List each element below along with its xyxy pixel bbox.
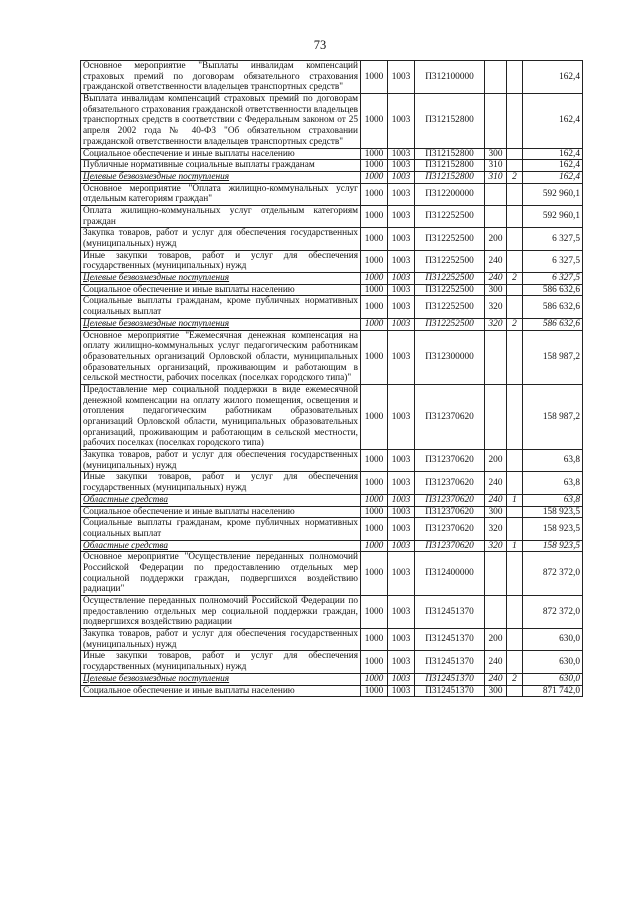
row-section-code: 1000 xyxy=(361,273,388,285)
row-section-code: 1000 xyxy=(361,171,388,183)
row-expense-type-code: 240 xyxy=(485,472,507,494)
row-amount: 162,4 xyxy=(523,171,583,183)
row-expense-type-code: 240 xyxy=(485,273,507,285)
row-section-code: 1000 xyxy=(361,296,388,318)
table-row xyxy=(81,450,583,472)
row-funding-source xyxy=(507,330,523,384)
table-row xyxy=(81,330,583,384)
row-funding-source xyxy=(507,250,523,272)
row-funding-source xyxy=(507,61,523,94)
row-expense-type-code xyxy=(485,384,507,449)
row-amount: 586 632,6 xyxy=(523,284,583,296)
row-name-cell: Социальные выплаты гражданам, кроме публичных нормативных социальных выплат xyxy=(81,518,361,540)
row-subsection-code: 1003 xyxy=(388,160,415,172)
row-subsection-code: 1003 xyxy=(388,228,415,250)
row-target-article-code: П312370620 xyxy=(415,494,485,506)
row-expense-type-code xyxy=(485,330,507,384)
row-name-cell: Оплата жилищно-коммунальных услуг отдельным категориям граждан xyxy=(81,205,361,227)
row-amount: 158 923,5 xyxy=(523,540,583,552)
row-name-cell: Основное мероприятие "Осуществление переданных полномочий Российской Федерации по предоставлению отдельных мер социальной поддержки граждан, подвергшихся воздействию радиации" xyxy=(81,552,361,596)
row-amount: 586 632,6 xyxy=(523,296,583,318)
table-row xyxy=(81,183,583,205)
row-amount: 630,0 xyxy=(523,651,583,673)
row-subsection-code: 1003 xyxy=(388,171,415,183)
row-name-cell: Областные средства xyxy=(81,494,361,506)
row-target-article-code: П312370620 xyxy=(415,518,485,540)
row-target-article-code: П312451370 xyxy=(415,651,485,673)
table-row xyxy=(81,651,583,673)
row-subsection-code: 1003 xyxy=(388,685,415,697)
row-funding-source xyxy=(507,296,523,318)
row-subsection-code: 1003 xyxy=(388,94,415,148)
row-expense-type-code: 310 xyxy=(485,160,507,172)
row-funding-source xyxy=(507,205,523,227)
table-row xyxy=(81,228,583,250)
row-amount: 6 327,5 xyxy=(523,273,583,285)
page-number: 73 xyxy=(313,38,327,52)
row-subsection-code: 1003 xyxy=(388,518,415,540)
row-section-code: 1000 xyxy=(361,228,388,250)
row-funding-source xyxy=(507,518,523,540)
row-section-code: 1000 xyxy=(361,148,388,160)
row-subsection-code: 1003 xyxy=(388,596,415,629)
row-section-code: 1000 xyxy=(361,183,388,205)
row-amount: 158 987,2 xyxy=(523,384,583,449)
row-name-cell: Областные средства xyxy=(81,540,361,552)
row-section-code: 1000 xyxy=(361,596,388,629)
row-target-article-code: П312252500 xyxy=(415,228,485,250)
row-target-article-code: П312370620 xyxy=(415,472,485,494)
row-amount: 871 742,0 xyxy=(523,685,583,697)
row-expense-type-code xyxy=(485,596,507,629)
row-subsection-code: 1003 xyxy=(388,629,415,651)
row-name-cell: Основное мероприятие "Выплаты инвалидам компенсаций страховых премий по договорам обязательного страхования гражданской ответственности владельцев транспортных средств" xyxy=(81,61,361,94)
table-row xyxy=(81,596,583,629)
row-target-article-code: П312152800 xyxy=(415,171,485,183)
row-funding-source: 2 xyxy=(507,273,523,285)
row-section-code: 1000 xyxy=(361,494,388,506)
row-name-cell: Закупка товаров, работ и услуг для обеспечения государственных (муниципальных) нужд xyxy=(81,450,361,472)
table-row xyxy=(81,160,583,172)
row-name-cell: Иные закупки товаров, работ и услуг для обеспечения государственных (муниципальных) нужд xyxy=(81,250,361,272)
row-amount: 162,4 xyxy=(523,160,583,172)
row-amount: 63,8 xyxy=(523,494,583,506)
row-expense-type-code: 320 xyxy=(485,540,507,552)
row-name-cell: Иные закупки товаров, работ и услуг для обеспечения государственных (муниципальных) нужд xyxy=(81,651,361,673)
row-subsection-code: 1003 xyxy=(388,330,415,384)
row-target-article-code: П312252500 xyxy=(415,273,485,285)
row-target-article-code: П312370620 xyxy=(415,384,485,449)
row-section-code: 1000 xyxy=(361,330,388,384)
row-section-code: 1000 xyxy=(361,384,388,449)
row-subsection-code: 1003 xyxy=(388,472,415,494)
row-name-cell: Иные закупки товаров, работ и услуг для обеспечения государственных (муниципальных) нужд xyxy=(81,472,361,494)
row-section-code: 1000 xyxy=(361,540,388,552)
row-section-code: 1000 xyxy=(361,205,388,227)
row-subsection-code: 1003 xyxy=(388,494,415,506)
row-subsection-code: 1003 xyxy=(388,296,415,318)
row-funding-source: 1 xyxy=(507,540,523,552)
row-funding-source xyxy=(507,506,523,518)
row-subsection-code: 1003 xyxy=(388,183,415,205)
row-subsection-code: 1003 xyxy=(388,250,415,272)
row-name-cell: Закупка товаров, работ и услуг для обеспечения государственных (муниципальных) нужд xyxy=(81,228,361,250)
row-amount: 872 372,0 xyxy=(523,552,583,596)
table-row xyxy=(81,205,583,227)
row-funding-source: 2 xyxy=(507,171,523,183)
row-name-cell: Закупка товаров, работ и услуг для обеспечения государственных (муниципальных) нужд xyxy=(81,629,361,651)
row-name-cell: Социальное обеспечение и иные выплаты населению xyxy=(81,284,361,296)
row-funding-source: 2 xyxy=(507,318,523,330)
row-funding-source xyxy=(507,552,523,596)
table-row xyxy=(81,472,583,494)
row-funding-source: 1 xyxy=(507,494,523,506)
row-subsection-code: 1003 xyxy=(388,506,415,518)
row-target-article-code: П312451370 xyxy=(415,596,485,629)
row-target-article-code: П312300000 xyxy=(415,330,485,384)
row-expense-type-code xyxy=(485,183,507,205)
row-funding-source xyxy=(507,148,523,160)
table-row xyxy=(81,250,583,272)
row-section-code: 1000 xyxy=(361,673,388,685)
row-expense-type-code: 320 xyxy=(485,518,507,540)
table-row xyxy=(81,318,583,330)
row-expense-type-code xyxy=(485,205,507,227)
table-row xyxy=(81,540,583,552)
row-amount: 6 327,5 xyxy=(523,250,583,272)
row-target-article-code: П312451370 xyxy=(415,673,485,685)
row-subsection-code: 1003 xyxy=(388,205,415,227)
row-expense-type-code: 300 xyxy=(485,148,507,160)
row-target-article-code: П312200000 xyxy=(415,183,485,205)
table-row xyxy=(81,94,583,148)
row-amount: 162,4 xyxy=(523,148,583,160)
row-subsection-code: 1003 xyxy=(388,450,415,472)
table-row xyxy=(81,384,583,449)
row-expense-type-code: 240 xyxy=(485,673,507,685)
row-amount: 6 327,5 xyxy=(523,228,583,250)
row-target-article-code: П312252500 xyxy=(415,205,485,227)
table-row xyxy=(81,61,583,94)
row-target-article-code: П312252500 xyxy=(415,318,485,330)
row-funding-source xyxy=(507,629,523,651)
row-funding-source xyxy=(507,183,523,205)
row-section-code: 1000 xyxy=(361,318,388,330)
row-section-code: 1000 xyxy=(361,284,388,296)
row-target-article-code: П312100000 xyxy=(415,61,485,94)
row-funding-source: 2 xyxy=(507,673,523,685)
table-row xyxy=(81,685,583,697)
row-funding-source xyxy=(507,384,523,449)
row-target-article-code: П312370620 xyxy=(415,450,485,472)
row-expense-type-code: 320 xyxy=(485,318,507,330)
row-name-cell: Публичные нормативные социальные выплаты гражданам xyxy=(81,160,361,172)
row-subsection-code: 1003 xyxy=(388,61,415,94)
row-target-article-code: П312370620 xyxy=(415,506,485,518)
row-subsection-code: 1003 xyxy=(388,651,415,673)
row-section-code: 1000 xyxy=(361,61,388,94)
row-target-article-code: П312451370 xyxy=(415,685,485,697)
row-section-code: 1000 xyxy=(361,160,388,172)
row-expense-type-code xyxy=(485,61,507,94)
row-amount: 872 372,0 xyxy=(523,596,583,629)
row-expense-type-code: 300 xyxy=(485,284,507,296)
row-expense-type-code: 240 xyxy=(485,651,507,673)
table-row xyxy=(81,148,583,160)
row-expense-type-code: 300 xyxy=(485,685,507,697)
row-funding-source xyxy=(507,651,523,673)
row-target-article-code: П312451370 xyxy=(415,629,485,651)
row-name-cell: Социальное обеспечение и иные выплаты населению xyxy=(81,506,361,518)
row-name-cell: Целевые безвозмездные поступления xyxy=(81,318,361,330)
row-section-code: 1000 xyxy=(361,94,388,148)
table-row xyxy=(81,518,583,540)
row-expense-type-code: 240 xyxy=(485,250,507,272)
row-section-code: 1000 xyxy=(361,685,388,697)
row-target-article-code: П312252500 xyxy=(415,250,485,272)
row-name-cell: Выплата инвалидам компенсаций страховых премий по договорам обязательного страхования гражданской ответственности владельцев транспортных средств в соответствии с Федеральным законом от 25 апреля 2002 года № 40-ФЗ "Об обязательном страховании гражданской ответственности владельцев транспортных средств" xyxy=(81,94,361,148)
table-row xyxy=(81,296,583,318)
row-amount: 162,4 xyxy=(523,61,583,94)
row-funding-source xyxy=(507,94,523,148)
row-amount: 158 923,5 xyxy=(523,506,583,518)
row-target-article-code: П312152800 xyxy=(415,94,485,148)
table-row xyxy=(81,171,583,183)
row-subsection-code: 1003 xyxy=(388,148,415,160)
row-amount: 158 987,2 xyxy=(523,330,583,384)
row-name-cell: Целевые безвозмездные поступления xyxy=(81,273,361,285)
row-expense-type-code: 200 xyxy=(485,450,507,472)
row-subsection-code: 1003 xyxy=(388,673,415,685)
row-expense-type-code xyxy=(485,552,507,596)
row-expense-type-code: 200 xyxy=(485,629,507,651)
table-row xyxy=(81,494,583,506)
row-funding-source xyxy=(507,450,523,472)
row-name-cell: Осуществление переданных полномочий Российской Федерации по предоставлению отдельных мер социальной поддержки граждан, подвергшихся воздействию радиации xyxy=(81,596,361,629)
row-target-article-code: П312400000 xyxy=(415,552,485,596)
row-amount: 158 923,5 xyxy=(523,518,583,540)
row-section-code: 1000 xyxy=(361,629,388,651)
table-row xyxy=(81,273,583,285)
row-subsection-code: 1003 xyxy=(388,384,415,449)
row-section-code: 1000 xyxy=(361,472,388,494)
row-section-code: 1000 xyxy=(361,518,388,540)
row-amount: 586 632,6 xyxy=(523,318,583,330)
row-name-cell: Социальное обеспечение и иные выплаты населению xyxy=(81,148,361,160)
row-expense-type-code: 240 xyxy=(485,494,507,506)
table-row xyxy=(81,552,583,596)
row-funding-source xyxy=(507,160,523,172)
table-row xyxy=(81,506,583,518)
row-name-cell: Целевые безвозмездные поступления xyxy=(81,673,361,685)
row-target-article-code: П312152800 xyxy=(415,148,485,160)
row-expense-type-code: 320 xyxy=(485,296,507,318)
budget-table xyxy=(80,60,583,697)
row-name-cell: Социальное обеспечение и иные выплаты населению xyxy=(81,685,361,697)
row-expense-type-code xyxy=(485,94,507,148)
row-target-article-code: П312152800 xyxy=(415,160,485,172)
row-name-cell: Предоставление мер социальной поддержки в виде ежемесячной денежной компенсации на оплату жилого помещения, освещения и отопления педагогическим работникам образовательных организаций Орловской области, муниципальных образовательных организаций, проживающим и работающим в сельской местности, рабочих поселках (поселках городского типа) xyxy=(81,384,361,449)
table-row xyxy=(81,673,583,685)
row-expense-type-code: 300 xyxy=(485,506,507,518)
row-funding-source xyxy=(507,685,523,697)
row-subsection-code: 1003 xyxy=(388,284,415,296)
row-funding-source xyxy=(507,596,523,629)
row-name-cell: Основное мероприятие "Оплата жилищно-коммунальных услуг отдельным категориям граждан" xyxy=(81,183,361,205)
row-funding-source xyxy=(507,284,523,296)
row-funding-source xyxy=(507,472,523,494)
row-amount: 592 960,1 xyxy=(523,205,583,227)
row-amount: 63,8 xyxy=(523,472,583,494)
row-amount: 630,0 xyxy=(523,629,583,651)
row-amount: 592 960,1 xyxy=(523,183,583,205)
row-section-code: 1000 xyxy=(361,651,388,673)
row-amount: 63,8 xyxy=(523,450,583,472)
row-target-article-code: П312252500 xyxy=(415,284,485,296)
row-name-cell: Целевые безвозмездные поступления xyxy=(81,171,361,183)
row-section-code: 1000 xyxy=(361,250,388,272)
table-row xyxy=(81,284,583,296)
row-target-article-code: П312252500 xyxy=(415,296,485,318)
row-section-code: 1000 xyxy=(361,450,388,472)
row-amount: 162,4 xyxy=(523,94,583,148)
row-expense-type-code: 310 xyxy=(485,171,507,183)
row-expense-type-code: 200 xyxy=(485,228,507,250)
row-target-article-code: П312370620 xyxy=(415,540,485,552)
row-section-code: 1000 xyxy=(361,552,388,596)
row-name-cell: Основное мероприятие "Ежемесячная денежная компенсация на оплату жилищно-коммунальных услуг педагогическим работникам образовательных организаций Орловской области, муниципальных образовательных организаций, проживающим и работающим в сельской местности, рабочих поселках (поселках городского типа)" xyxy=(81,330,361,384)
row-section-code: 1000 xyxy=(361,506,388,518)
row-funding-source xyxy=(507,228,523,250)
row-amount: 630,0 xyxy=(523,673,583,685)
row-subsection-code: 1003 xyxy=(388,318,415,330)
row-subsection-code: 1003 xyxy=(388,273,415,285)
row-subsection-code: 1003 xyxy=(388,540,415,552)
row-name-cell: Социальные выплаты гражданам, кроме публичных нормативных социальных выплат xyxy=(81,296,361,318)
table-row xyxy=(81,629,583,651)
row-subsection-code: 1003 xyxy=(388,552,415,596)
